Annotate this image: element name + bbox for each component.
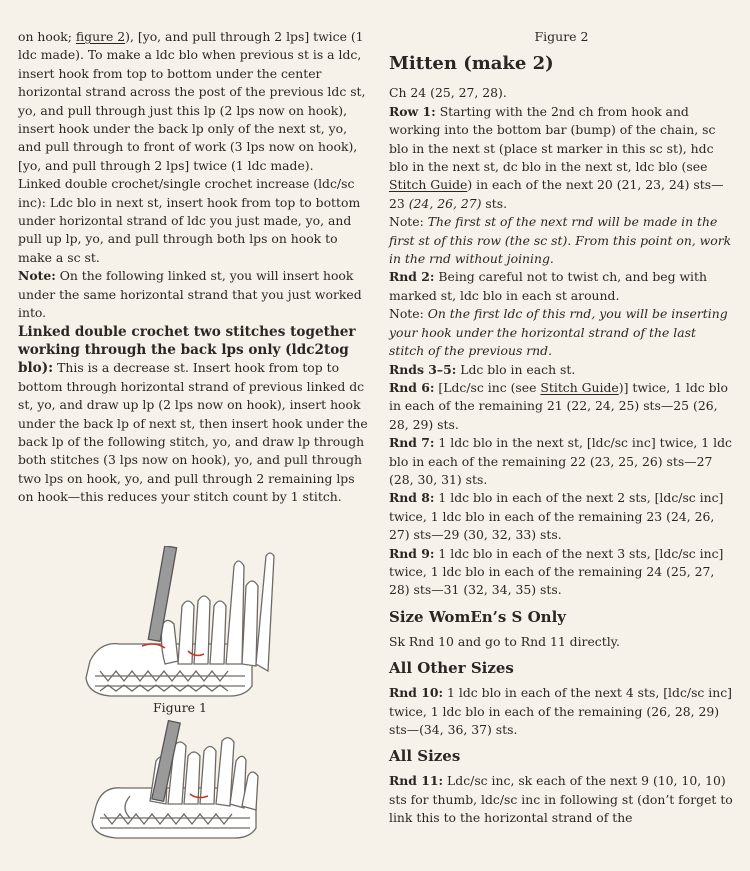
section-title-mitten: Mitten (make 2) <box>389 53 554 75</box>
figure-1-illustration <box>86 546 274 696</box>
rnd-11: Rnd 11: Ldc/sc inc, sk each of the next 9 (10, 10, 10) sts for thumb, ldc/sc inc in following st (don’t forget to link this to the horizontal strand of the <box>389 773 733 826</box>
rnd-6: Rnd 6: [Ldc/sc inc (see Stitch Guide)] twice, 1 ldc blo in each of the remaining 21 (22, 24, 25) sts—25 (26, 28, 29) sts. <box>389 379 729 432</box>
rnd-9: Rnd 9: 1 ldc blo in each of the next 3 sts, [ldc/sc inc] twice, 1 ldc blo in each of the remaining 24 (25, 27, 28) sts—31 (32, 34, 35) sts. <box>389 545 724 598</box>
row-1: Row 1: Starting with the 2nd ch from hook and working into the bottom bar (bump) of the chain, sc blo in the next st (place st marker in this sc st), hdc blo in the next st, dc blo in the next st, ldc blo (see Stitch Guide) in each of the next 20 (21, 23, 24) sts—23 (24, 26, 27) sts. <box>389 103 724 211</box>
ldc2tog-heading: Linked double crochet two stitches together working through the back lps only (ldc2tog blo): <box>18 323 356 377</box>
note-1: Note: The first st of the next rnd will be made in the first st of this row (the sc st). From this point on, work in the rnd without joining. <box>389 214 732 267</box>
figure-2-caption: Figure 2 <box>534 29 589 44</box>
figure-2-illustration <box>92 721 258 838</box>
right-column <box>389 28 734 828</box>
paragraph-ldc2tog: Linked double crochet two stitches together working through the back lps only (ldc2tog blo): This is a decrease st. Insert hook from top to bottom through horizontal strand of previous linked dc st, yo, and draw up lp (2 lps now on hook), insert hook under the back lp of next st, then insert hook under the back lp of the following stitch, yo, and draw lp through both stitches (3 lps now on hook), yo, and pull through two lps on hook, yo, and pull through 2 remaining lps on hook—this reduces your stitch count by 1 stitch. <box>18 323 368 505</box>
rnd-10: Rnd 10: 1 ldc blo in each of the next 4 sts, [ldc/sc inc] twice, 1 ldc blo in each of the remaining (26, 28, 29) sts—(34, 36, 37) sts. <box>389 685 733 737</box>
size-s-heading: Size WomEn’s S Only <box>389 607 566 626</box>
rnds-3-5: Rnds 3–5: Ldc blo in each st. <box>389 361 576 377</box>
size-s-text: Sk Rnd 10 and go to Rnd 11 directly. <box>389 633 620 649</box>
figure-2-link[interactable]: figure 2 <box>75 29 126 44</box>
crochet-figure-illustrations <box>70 546 290 846</box>
left-column <box>18 28 370 507</box>
stitch-guide-link[interactable]: Stitch Guide <box>540 379 619 395</box>
stitch-guide-link[interactable]: Stitch Guide <box>389 177 468 193</box>
all-sizes-heading: All Sizes <box>389 747 461 766</box>
other-sizes-heading: All Other Sizes <box>389 659 514 678</box>
figure-1-caption: Figure 1 <box>152 700 208 715</box>
note-2: Note: On the first ldc of this rnd, you will be inserting your hook under the horizontal strand of the last stitch of the previous rnd. <box>389 306 728 359</box>
chain-instruction: Ch 24 (25, 27, 28). <box>389 85 507 101</box>
rnd-2: Rnd 2: Being careful not to twist ch, and beg with marked st, ldc blo in each st around. <box>389 269 707 303</box>
rnd-8: Rnd 8: 1 ldc blo in each of the next 2 sts, [ldc/sc inc] twice, 1 ldc blo in each of the remaining 23 (24, 26, 27) sts—29 (30, 32, 33) sts. <box>389 490 724 543</box>
paragraph-ldc-blo: on hook; figure 2), [yo, and pull through 2 lps] twice (1 ldc made). To make a ldc blo when previous st is a ldc, insert hook from top to bottom under the center horizontal strand across the post of the previous ldc st, yo, and pull through just this lp (2 lps now on hook), insert hook under the back lp only of the next st, yo, and pull through to front of work (3 lps now on hook), [yo, and pull through 2 lps] twice (1 ldc made). <box>18 29 366 173</box>
rnd-7: Rnd 7: 1 ldc blo in the next st, [ldc/sc inc] twice, 1 ldc blo in each of the remaining 22 (23, 25, 26) sts—27 (28, 30, 31) sts. <box>389 435 732 487</box>
paragraph-ldc-sc-inc: Linked double crochet/single crochet increase (ldc/sc inc): Ldc blo in next st, insert hook from top to bottom under horizontal strand of ldc you just made, yo, and pull up lp, yo, and pull through both lps on hook to make a sc st. <box>18 176 361 265</box>
note-linked-st: Note: On the following linked st, you will insert hook under the same horizontal strand that you just worked into. <box>18 268 362 321</box>
